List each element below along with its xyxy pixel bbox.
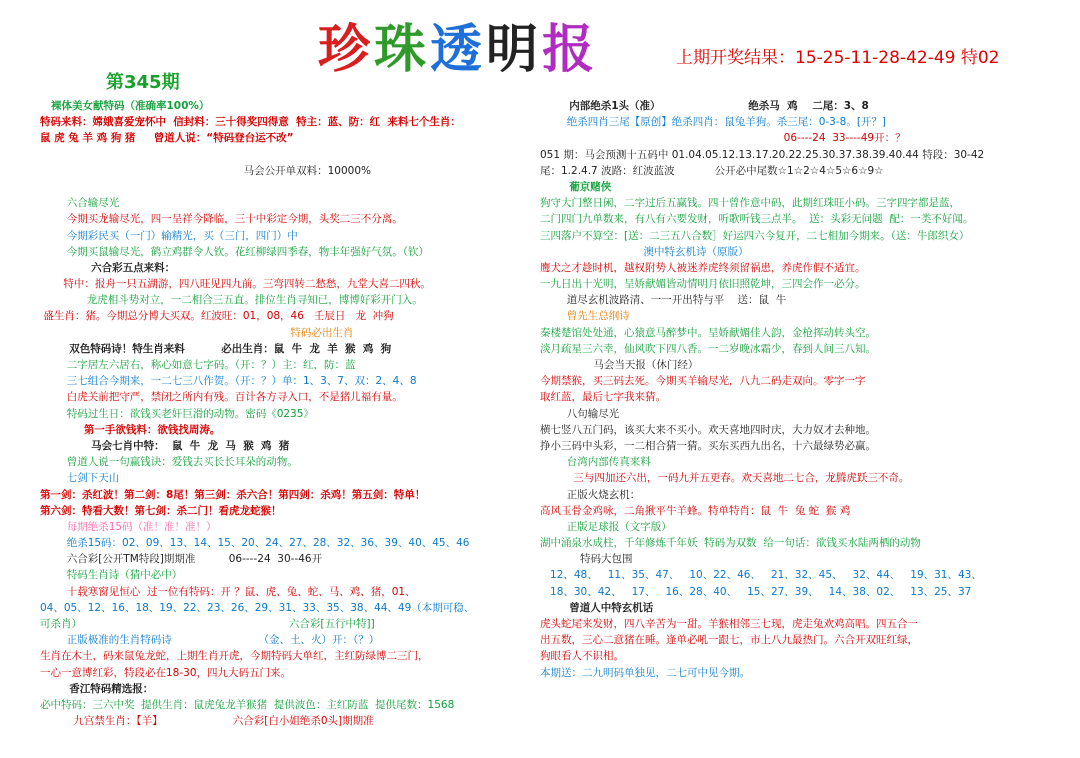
left-text-line: 二字居左六居右，称心如意七字码。（开：？）主：红，防：蓝 — [40, 359, 356, 371]
right-text-line: 澳中特玄机诗（原版） — [540, 245, 749, 258]
right-text-line: 湖中涌泉水成柱，千年修炼千年妖 特码为双数 给一句话：欲钱买水陆两栖的动物 — [540, 537, 921, 550]
right-text-line: 淡月疏星三六幸，仙风吹下四八香。一二岁晚冰霜少，春到人间三八知。 — [540, 342, 876, 355]
last-draw-results: 上期开奖结果：15-25-11-28-42-49 特02 — [676, 48, 1000, 68]
left-text-line: 六合输尽光 — [40, 197, 120, 210]
left-text-line: 双色特码诗！特生肖来料 必出生肖：鼠 牛 龙 羊 猴 鸡 狗 — [40, 342, 392, 355]
left-text-line — [40, 179, 540, 195]
left-text-line: 九宫禁生肖：【羊】 六合彩[白小姐绝杀0头]期期准 — [40, 715, 374, 728]
left-text-line: 特码生肖诗（猜中必中） — [40, 569, 183, 582]
left-text-line: 04、05、12、16、18、19、22、23、26、29、31、33、35、38、44、49（本期可稳、 — [40, 601, 475, 614]
right-text-line: 取红蓝，最后七字我来猜。 — [540, 391, 666, 404]
masthead-char: 报 — [542, 19, 599, 80]
left-text-line: 龙虎相斗势对立，一二相合三五直。排位生肖寻知已，博博好彩开门入。 — [40, 294, 423, 307]
right-text-line: 二门四门九单数来，有八有六要发财，听歌听钱三点半。 送：头彩无问题 配：一类不好闻。 — [540, 213, 974, 226]
left-text-line: 今期彩民买（一门）输精光，买（三门，四门）中 — [40, 229, 298, 242]
right-text-line: 18、30、42、 17、 16、28、40、 15、27、39、 14、38、02、 13、25、37 — [540, 585, 972, 598]
right-text-line: 横七竖八五门码，该买大来不买小。欢天喜地四时庆，大力奴才去种地。 — [540, 423, 876, 436]
right-text-line: 虎头蛇尾来发财，四八辛苦为一甜。羊猴相邻三七现，虎走兔欢鸡高唱。四五合一 — [540, 618, 918, 630]
left-text-line: 一心一意博红彩，特段必在18-30，四九大码五门来。 — [40, 666, 292, 679]
right-text-line: 鹰犬之才趁时机，越权附势人被迷养虎终须留祸患，养虎作假不适宜。 — [540, 261, 866, 274]
left-text-line: 鼠 虎 兔 羊 鸡 狗 猪 曾道人说：“特码登台运不改” — [40, 132, 294, 145]
right-text-line: 马会当天报（休门经） — [540, 359, 699, 371]
left-column — [40, 98, 540, 729]
right-text-line: 正版足球报（文字版） — [540, 520, 672, 533]
right-text-line: 道尽玄机波路清、一一开出特与平 送：鼠 牛 — [540, 294, 787, 307]
left-text-line: 第一手欲钱料：欲钱找周涛。 — [40, 423, 221, 436]
page-header — [0, 0, 1080, 93]
right-text-line: 尾：1.2.4.7 波路：红波蓝波 公开必中尾数☆1☆2☆4☆5☆6☆9☆ — [540, 164, 884, 177]
right-text-line: 绝杀四肖三尾【原创】绝杀四肖：鼠兔羊狗。杀三尾：0-3-8。[开？] — [540, 116, 887, 129]
left-text-line: 白虎关前把守严，禁闭之所内有残。百计各方寻入口，不是猪儿福有量。 — [40, 391, 403, 404]
right-text-line: 高风玉骨金鸡咏，二角揪平牛羊蜂。特单特肖：鼠 牛 兔 蛇 猴 鸡 — [540, 504, 851, 517]
right-text-line: 挣小三码中头彩，一二相合猜一猜。买东买西九出名，十六最绿势必赢。 — [540, 439, 876, 452]
right-text-line: 八句输尽光 — [540, 407, 620, 420]
masthead-char: 珍 — [318, 19, 375, 80]
left-text-line: 香江特码精选报： — [40, 682, 154, 695]
left-text-line: 今期买龙输尽光，四一呈祥今降临，三十中彩定今期，头奖二三不分离。 — [40, 213, 403, 226]
right-text-line: 出五数，三心二意猪在睡。逢单必吼一跟七，市上八九最热门。六合开双旺红绿， — [540, 634, 918, 647]
left-text-line: 盛生肖：猪。今期总分博大买双。红波旺：01，08，46 壬辰日 龙 冲狗 — [40, 310, 394, 323]
left-text-line — [40, 147, 540, 163]
right-text-line: 狗眼看人不识相。 — [540, 650, 624, 663]
right-text-line: 葡京赌侠 — [540, 180, 612, 193]
left-text-line: 必中特码：三六中奖 提供生肖：鼠虎兔龙羊猴猪 提供波色：主红防蓝 提供尾数：1568 — [40, 698, 455, 711]
left-text-line: 特码必出生肖 — [40, 326, 354, 339]
left-text-line: 马会公开单双料：10000% — [40, 164, 371, 177]
left-text-line: 六合彩五点来料： — [40, 261, 176, 274]
right-text-line: 曾道人中特玄机话 — [540, 601, 654, 614]
left-text-line: 正版极准的生肖特码诗 （金、土、火）开：（？） — [40, 634, 380, 647]
right-text-line: 三与四加还六出，一码九并五更春。欢天喜地二七合，龙腾虎跃三不奇。 — [540, 472, 910, 485]
left-text-line: 特中：报舟一只五湖游，四八旺见四九前。三弯四转二愁愁，九堂大喜二四秋。 — [40, 278, 431, 291]
right-text-line: 狗守大门整日闲，二字过后五赢钱。四十曾作意中码，此期红珠旺小码。三字四字都是蓝， — [540, 197, 960, 210]
right-text-line: 一九日出十光明，呈娇献媚皆动情明月依旧照乾坤，三四会作一必分。 — [540, 278, 866, 291]
right-text-line: 三四落户不算空：[送：二三五八合数］好运四六今复开，二七相加今期来。（送：牛郎织女） — [540, 229, 970, 242]
right-text-line: 特码大包围 — [540, 553, 633, 566]
left-text-line: 今期买鼠输尽光，鹤立鸡群令人钦。花红柳绿四季春，物丰年强好气氛。（钦） — [40, 245, 429, 258]
left-text-line: 绝杀15码：02、09、13、14、15、20、24、27、28、32、36、39、40、45、46 — [40, 537, 470, 550]
right-text-line: 曾先生总纲诗 — [540, 310, 630, 323]
left-text-line: 生肖在木土，码来鼠兔龙蛇，上期生肖开虎，今期特码大单红，主红防绿博二三门， — [40, 650, 429, 663]
left-text-line: 第一剑：杀红波！第二剑：8尾！第三剑：杀六合！第四剑：杀鸡！第五剑：特单！ — [40, 488, 426, 501]
right-text-line: 051 期：马会预测十五码中 01.04.05.12.13.17.20.22.25.30.37.38.39.40.44 特段：30-42 — [540, 148, 985, 161]
left-text-line: 七剑下天山 — [40, 472, 120, 485]
right-column — [540, 98, 1040, 681]
masthead-char: 明 — [486, 19, 543, 80]
left-text-line: 可杀肖） 六合彩[五行中特]] — [40, 618, 375, 630]
left-text-line: 三七组合今期来，一二七三八作贺。（开：？）单：1、3、7、双：2、4、8 — [40, 375, 417, 388]
masthead-char: 透 — [430, 19, 487, 80]
right-text-line: 正版火烧玄机： — [540, 488, 641, 501]
left-text-line: 特码过生日：欲钱买老奸巨滑的动物。密码《0235》 — [40, 407, 314, 420]
left-text-line: 十载寒窗见恒心 过一位有特码：开 ？鼠、虎、兔、蛇、马、鸡、猪，01、 — [40, 585, 416, 598]
right-text-line: 本期送：二九明码单独见，二七可中见今期。 — [540, 666, 750, 679]
masthead-title — [318, 18, 598, 82]
right-text-line: 12、48、 11、35、47、 10、22、46、 21、32、45、 32、44、 19、31、43、 — [540, 569, 982, 582]
masthead-char: 珠 — [374, 19, 431, 80]
issue-number: 第345期 — [106, 72, 180, 93]
left-text-line: 每期绝杀15码（准！准！准！） — [40, 520, 217, 533]
left-text-line: 裸体美女献特码（准确率100%） — [40, 100, 210, 112]
right-text-line: 06----24 33----49开：？ — [540, 132, 906, 145]
left-text-line: 马会七肖中特： 鼠 牛 龙 马 猴 鸡 猪 — [40, 439, 290, 452]
left-text-line: 六合彩[公开TM特段]期期准 06----24 30--46开 — [40, 553, 323, 566]
left-text-line: 曾道人说一句赢钱诀：爱钱去买长长耳朵的动物。 — [40, 456, 298, 469]
left-text-line: 特码来料：嫦娥喜爱宠怀中 信封料：三十得奖四得意 特主：蓝、防：红 来料七个生肖： — [40, 116, 461, 129]
right-text-line: 秦楼楚馆处处通，心猿意马醉梦中。呈娇献媚佳人韵，金枪挥动转头空。 — [540, 326, 876, 339]
left-text-line: 第六剑：特看大数！第七剑：杀二门！看虎龙蛇猴！ — [40, 504, 282, 517]
right-text-line: 内部绝杀1头（准） 绝杀马 鸡 二尾：3、8 — [540, 100, 869, 112]
right-text-line: 今期禁猴，买三码去死。今期买羊输尽光，八九二码走双向。零字一字 — [540, 375, 866, 388]
right-text-line: 台湾内部传真来料 — [540, 456, 651, 469]
